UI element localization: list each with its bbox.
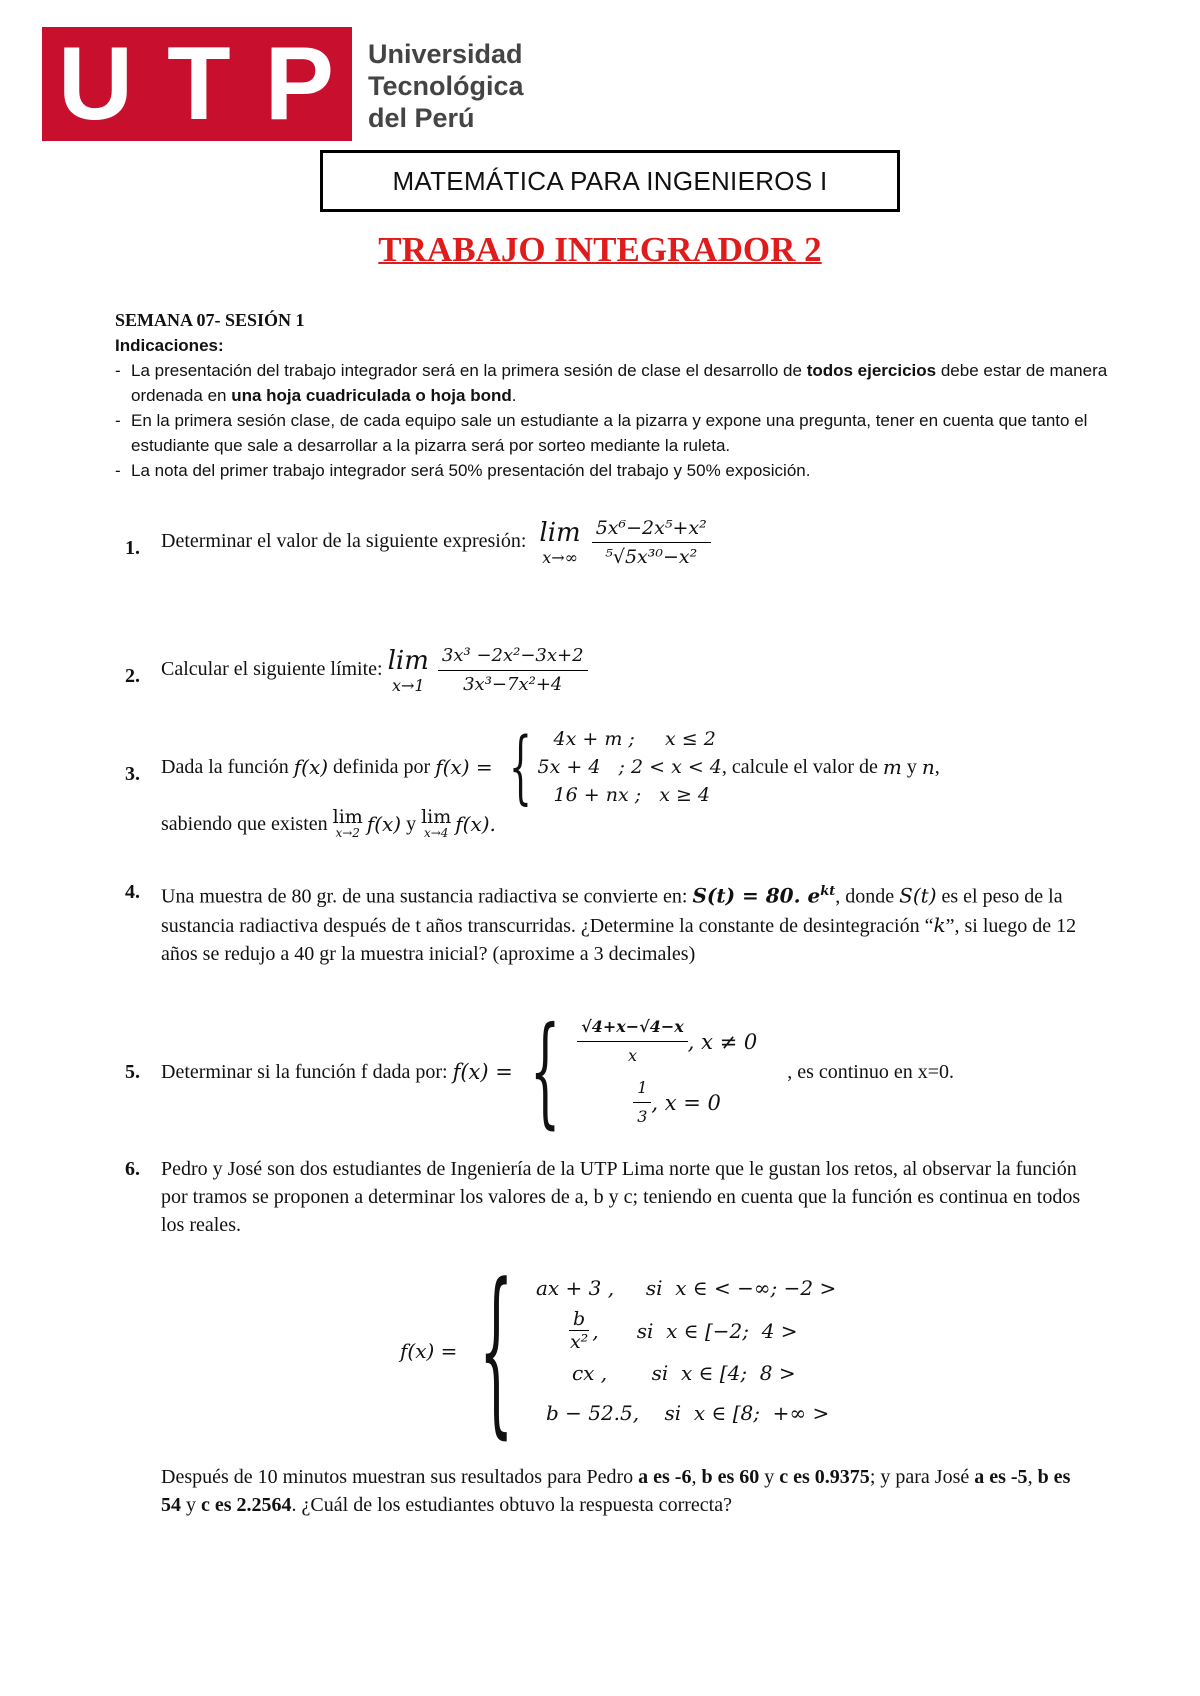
work-title: TRABAJO INTEGRADOR 2 — [378, 230, 822, 269]
university-name-line: del Perú — [368, 103, 475, 133]
problem-number: 2. — [125, 665, 140, 687]
indication-item: - La nota del primer trabajo integrador será 50% presentación del trabajo y 50% exposición. — [115, 461, 811, 480]
piecewise-function: f(x) = { ax + 3 , si x ∈ < −∞; −2 > $\frac{b}{\text{x²}}$ , si x ∈ [−2; 4 > cx , si x ∈ [4; 8 > b − 52.5, si x ∈ [8; +∞ > — [400, 1245, 837, 1455]
utp-logo — [42, 27, 352, 141]
left-brace: { — [529, 1002, 561, 1141]
piecewise-cases: ax + 3 , si x ∈ < −∞; −2 > $\frac{b}{\text{x²}}$ , si x ∈ [−2; 4 > cx , si x ∈ [4; 8 > b − 52.5, si x ∈ [8; +∞ > — [535, 1276, 837, 1425]
problem-text: Calcular el siguiente límite: — [161, 658, 383, 681]
piecewise-cases: 4x + m ; x ≤ 2 5x + 4 ; 2 < x < 4 16 + nx ; x ≥ 4 — [537, 728, 722, 806]
limit-fraction: $\frac{\text{3x³ −2x²−3x+2}}{\text{3x³−7x²+4}}$ — [438, 642, 588, 699]
left-brace: { — [508, 720, 532, 813]
problem-text: Una muestra de 80 gr. de una sustancia radiactiva se convierte en: S(t) = 80. $e^{kt}$, donde S(t) es el peso de la sustancia radiactiva después de t años transcurridas. ¿Determine la constante de desintegración “k”, si luego de 12 años se redujo a 40 gr la muestra inicial? (aproxime a 3 decimales) — [161, 883, 1077, 965]
university-name-line: Universidad — [368, 39, 523, 69]
piecewise-cases: $\frac{√4+x-√4-x}{x}$ , x ≠ 0 $\frac{1}{3}$ , x = 0 — [577, 1013, 787, 1131]
week-session: SEMANA 07- SESIÓN 1 — [115, 310, 305, 330]
problem-6 — [125, 1155, 1105, 1635]
problem-text: Determinar si la función f dada por: — [161, 1061, 448, 1083]
left-brace: { — [479, 1245, 514, 1455]
problem-1 — [125, 510, 1105, 580]
problem-2 — [125, 640, 1105, 710]
university-name — [368, 38, 524, 134]
logo-letter-u: U — [57, 26, 136, 142]
indications-list — [115, 358, 1115, 483]
problem-number: 5. — [125, 1061, 140, 1083]
problem-number: 3. — [125, 763, 140, 785]
problem-number: 4. — [125, 881, 140, 903]
students-results: Después de 10 minutos muestran sus resultados para Pedro a es -6, b es 60 y c es 0.9375; y para José a es -5, b es 54 y c es 2.2564. ¿Cuál de los estudiantes obtuvo la respuesta correcta? — [161, 1466, 1071, 1516]
problem-number: 1. — [125, 537, 140, 559]
limit-operator: lim x→1 — [387, 645, 429, 695]
indications-label: Indicaciones: — [115, 336, 224, 355]
course-title-box — [320, 150, 900, 212]
limit-operator: lim x→4 — [421, 806, 452, 840]
university-name-line: Tecnológica — [368, 71, 524, 101]
logo-letter-p: P — [264, 26, 336, 142]
indication-item: - La presentación del trabajo integrador será en la primera sesión de clase el desarrollo de todos ejercicios debe estar de manera ordenada en una hoja cuadriculada o hoja bond. — [115, 361, 1108, 405]
limit-fraction: $\frac{\text{5x⁶−2x⁵+x²}}{\text{⁵√5x³⁰−x²}}$ — [592, 514, 711, 571]
problem-text: Pedro y José son dos estudiantes de Ingeniería de la UTP Lima norte que le gustan los retos, al observar la función por tramos se proponen a determinar los valores de a, b y c; teniendo en cuenta que la función es continua en todos los reales. — [161, 1158, 1081, 1236]
limit-operator: lim x→∞ — [539, 517, 581, 567]
problem-text: Determinar el valor de la siguiente expresión: — [161, 530, 527, 553]
problem-number: 6. — [125, 1158, 140, 1180]
problem-4 — [125, 878, 1105, 988]
limit-operator: lim x→2 — [332, 806, 363, 840]
course-title: MATEMÁTICA PARA INGENIEROS I — [392, 165, 828, 196]
logo-letter-t: T — [167, 26, 233, 142]
problem-3: 3. Dada la función f(x) definida por f(x) = { 4x + m ; x ≤ 2 5x + 4 ; 2 < x < 4 16 + nx ; x ≥ 4 , calcule el valor de m y n , sabiendo que existen lim x→2 f(x) y lim x→4 f(x). — [125, 720, 940, 840]
indication-item: - En la primera sesión clase, de cada equipo sale un estudiante a la pizarra y expone una pregunta, tener en cuenta que tanto el estudiante que sale a desarrollar a la pizarra será por sorteo mediante la ruleta. — [115, 411, 1088, 455]
problem-5: 5. Determinar si la función f dada por: f(x) = { $\frac{√4+x-√4-x}{x}$ , x ≠ 0 $\frac{1}{3}$ , x = 0 , es continuo en x=0. — [125, 1002, 955, 1141]
